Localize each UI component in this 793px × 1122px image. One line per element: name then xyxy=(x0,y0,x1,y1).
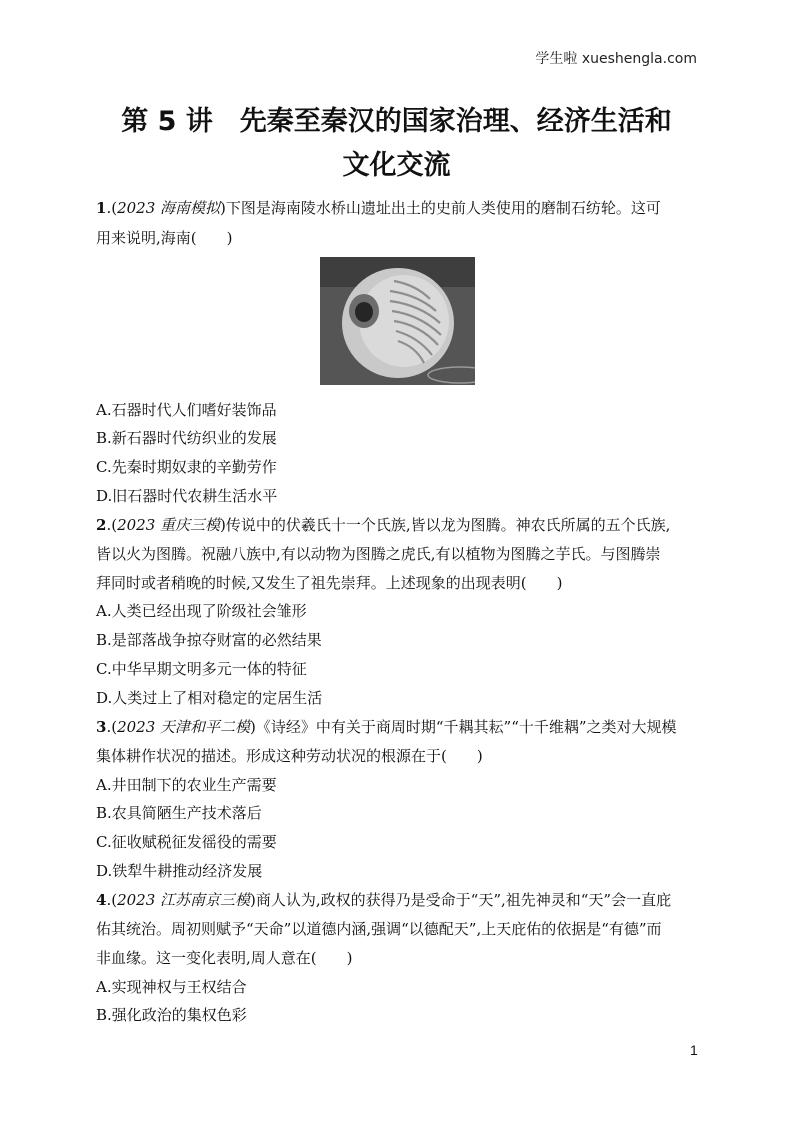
q3-option-d: D.铁犁牛耕推动经济发展 xyxy=(96,862,263,880)
q1-option-d: D.旧石器时代农耕生活水平 xyxy=(96,487,278,505)
question-number: 3 xyxy=(96,718,107,736)
q1-option-b: B.新石器时代纺织业的发展 xyxy=(96,429,277,447)
question-number: 2 xyxy=(96,516,107,534)
question-source: 2023 天津和平二模 xyxy=(117,718,251,736)
q3-option-c: C.征收赋税征发徭役的需要 xyxy=(96,833,277,851)
q1-option-c: C.先秦时期奴隶的辛勤劳作 xyxy=(96,458,277,476)
question-source: 2023 重庆三模 xyxy=(117,516,221,534)
question-2-stem-line-2: 皆以火为图腾。祝融八族中,有以动物为图腾之虎氏,有以植物为图腾之芋氏。与图腾崇 xyxy=(96,545,661,563)
question-2-stem-line-3: 拜同时或者稍晚的时候,又发生了祖先崇拜。上述现象的出现表明( ) xyxy=(96,574,563,592)
q2-option-c: C.中华早期文明多元一体的特征 xyxy=(96,660,307,678)
q2-option-a: A.人类已经出现了阶级社会雏形 xyxy=(96,602,307,620)
question-3-stem-line-2: 集体耕作状况的描述。形成这种劳动状况的根源在于( ) xyxy=(96,747,483,765)
question-4-stem-line-2: 佑其统治。周初则赋予“天命”以道德内涵,强调“以德配天”,上天庇佑的依据是“有德”而 xyxy=(96,920,662,938)
q4-option-b: B.强化政治的集权色彩 xyxy=(96,1006,247,1024)
question-1-stem-line-1: 1.(2023 海南模拟)下图是海南陵水桥山遗址出土的史前人类使用的磨制石纺轮。这可 xyxy=(96,199,661,217)
question-number: 4 xyxy=(96,891,107,909)
question-3-stem-line-1: 3.(2023 天津和平二模)《诗经》中有关于商周时期“千耦其耘”“十千维耦”之类对大规模 xyxy=(96,718,677,736)
question-2-stem-line-1: 2.(2023 重庆三模)传说中的伏羲氏十一个氏族,皆以龙为图腾。神农氏所属的五个氏族, xyxy=(96,516,671,534)
stone-spindle-whorl-photo xyxy=(320,257,475,385)
q1-option-a: A.石器时代人们嗜好装饰品 xyxy=(96,401,277,419)
question-number: 1 xyxy=(96,199,107,217)
question-source: 2023 海南模拟 xyxy=(117,199,221,217)
q2-option-b: B.是部落战争掠夺财富的必然结果 xyxy=(96,631,322,649)
page-title-line-2: 文化交流 xyxy=(342,150,451,181)
question-1-stem-line-2: 用来说明,海南( ) xyxy=(96,229,233,247)
page-number: 1 xyxy=(690,1042,698,1058)
question-4-stem-line-1: 4.(2023 江苏南京三模)商人认为,政权的获得乃是受命于“天”,祖先神灵和“天”会一直庇 xyxy=(96,891,672,909)
q3-option-a: A.井田制下的农业生产需要 xyxy=(96,776,277,794)
q4-option-a: A.实现神权与王权结合 xyxy=(96,978,247,996)
page-title-line-1: 第 5 讲 先秦至秦汉的国家治理、经济生活和 xyxy=(121,106,672,137)
question-source: 2023 江苏南京三模 xyxy=(117,891,251,909)
site-watermark: 学生啦 xueshengla.com xyxy=(535,51,697,67)
q2-option-d: D.人类过上了相对稳定的定居生活 xyxy=(96,689,323,707)
q3-option-b: B.农具简陋生产技术落后 xyxy=(96,804,262,822)
question-4-stem-line-3: 非血缘。这一变化表明,周人意在( ) xyxy=(96,949,353,967)
